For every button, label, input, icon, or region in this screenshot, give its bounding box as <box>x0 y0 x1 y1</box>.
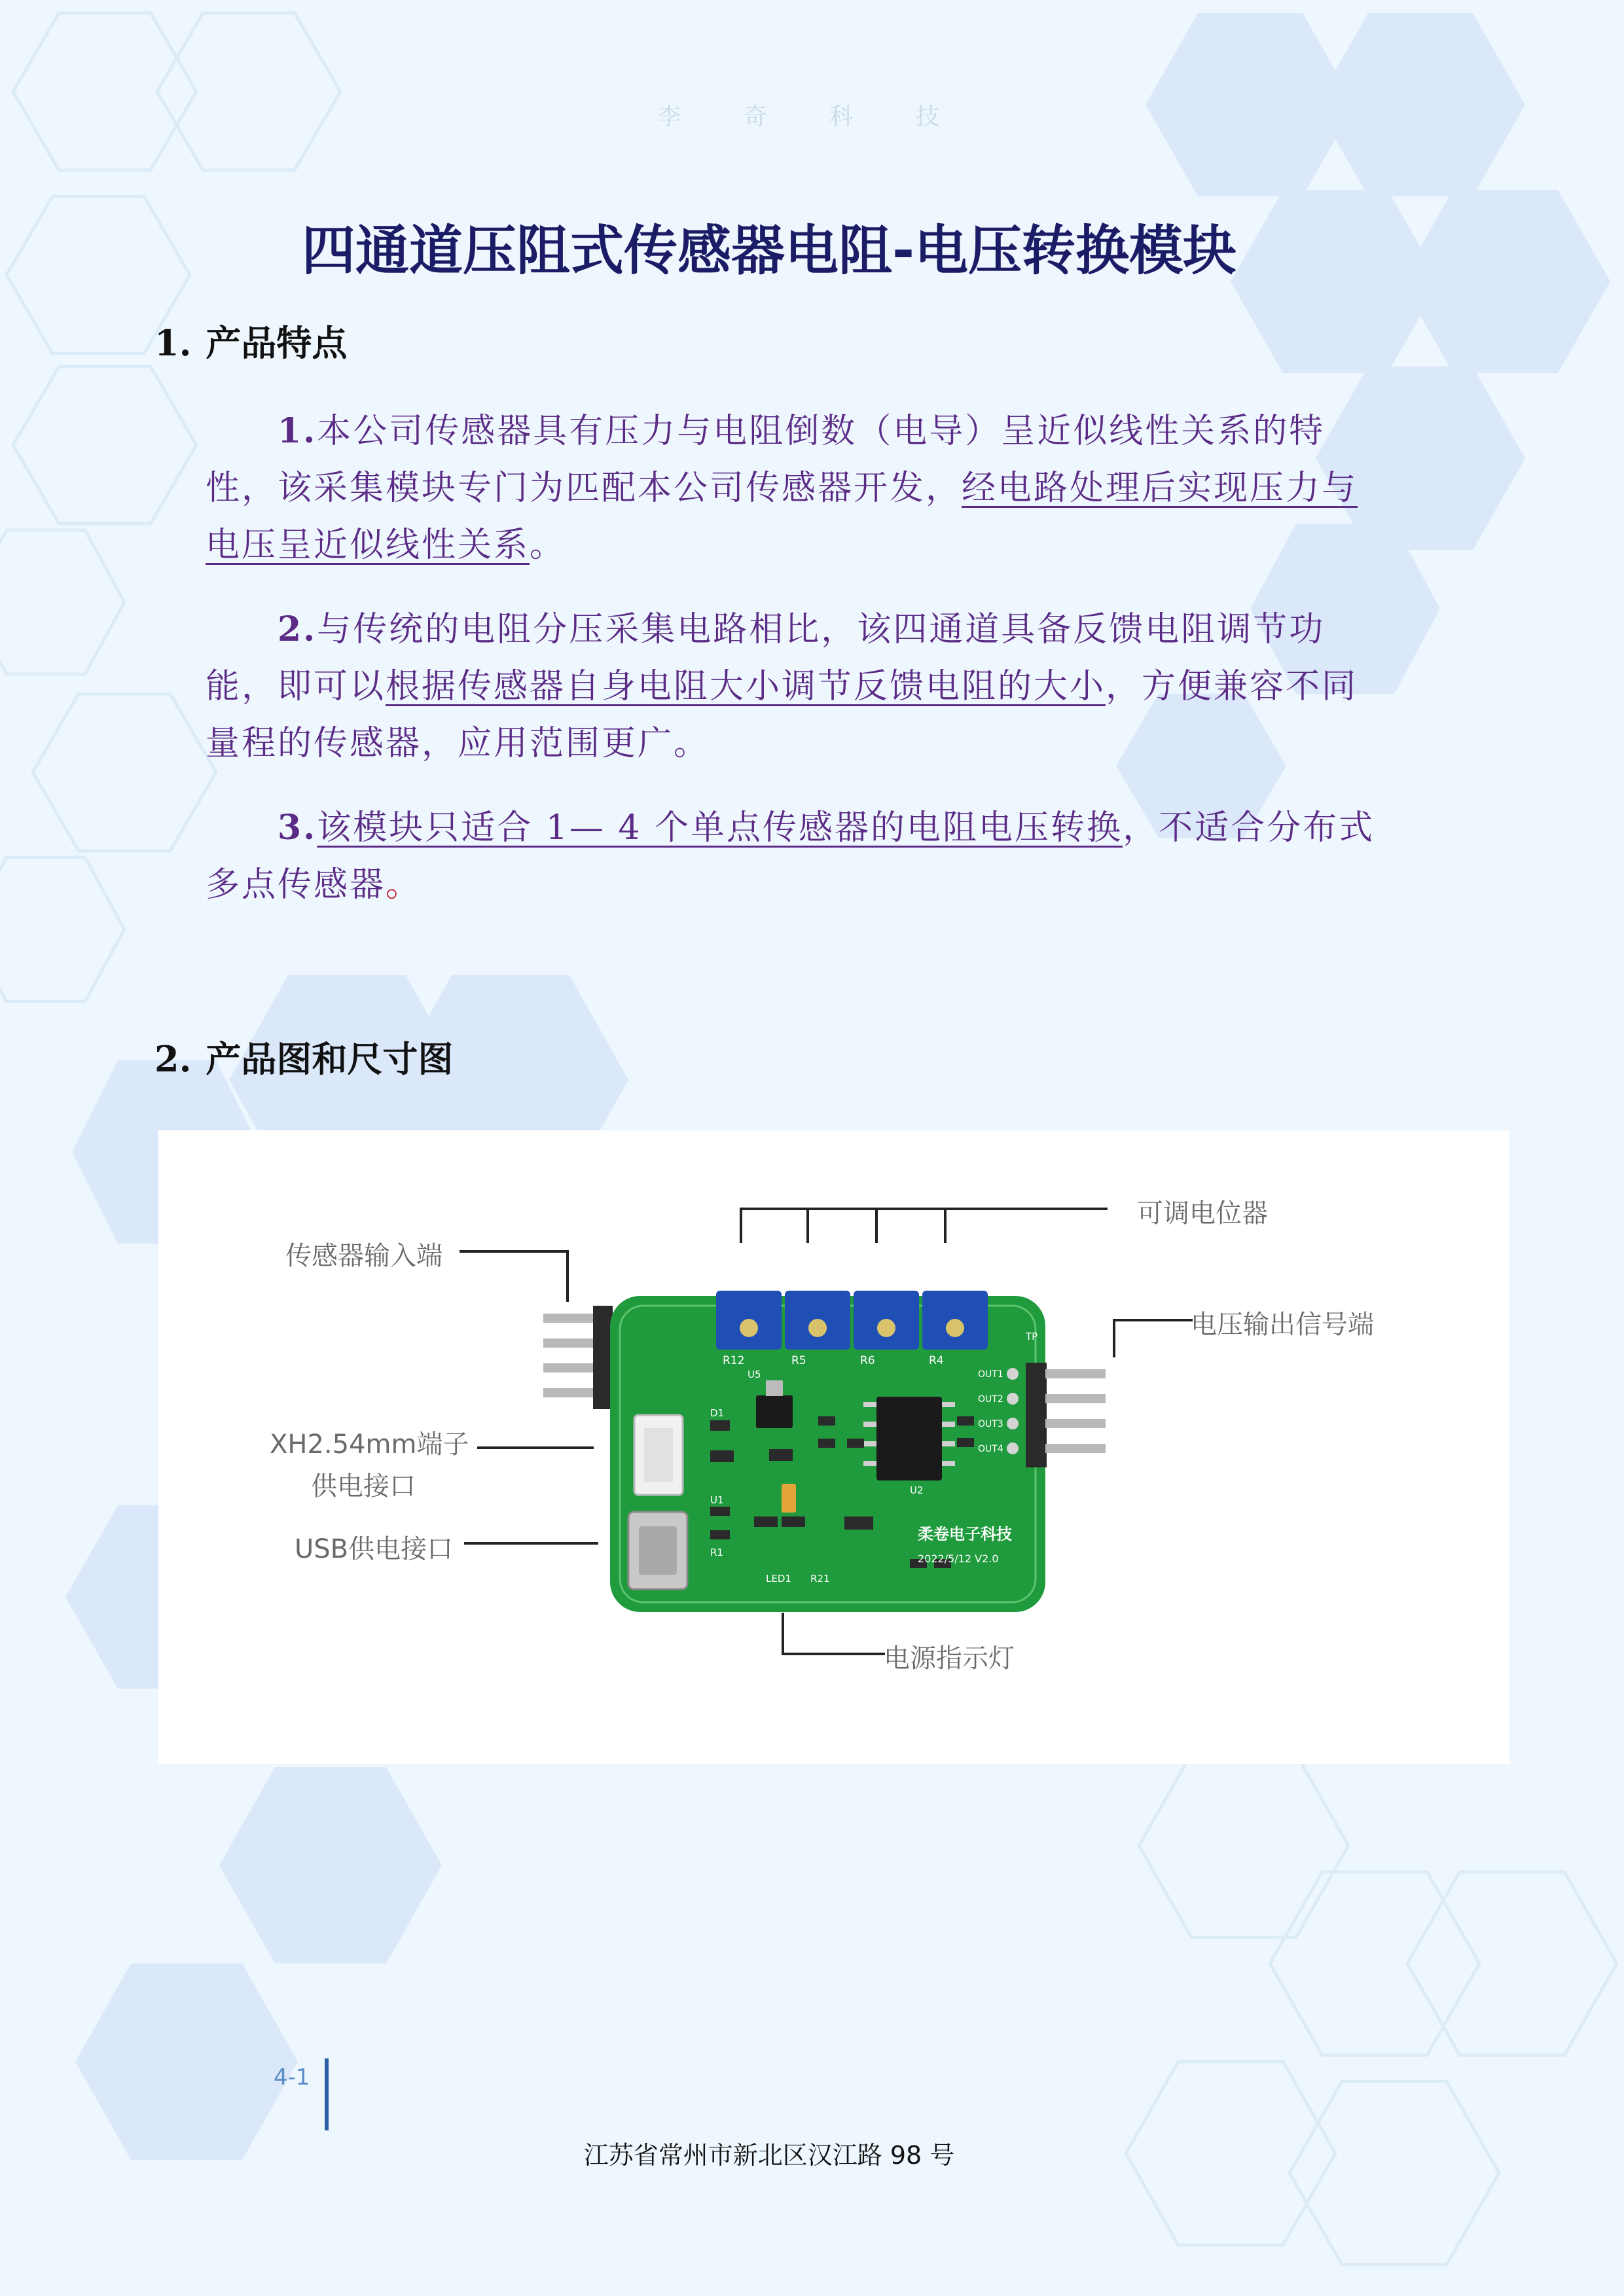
board-ref: LED1 <box>766 1573 791 1585</box>
feature-1-highlight: 经电路处理后实现压力与电压呈近似线性关系 <box>206 469 1358 565</box>
feature-1-end: 。 <box>530 526 566 565</box>
board-brand: 柔卷电子科技 <box>918 1525 1012 1543</box>
out-label: OUT2 <box>978 1394 1003 1405</box>
board-ref: R21 <box>810 1573 830 1585</box>
feature-1-text: 本公司传感器具有压力与电阻倒数（电导）呈近似线性关系的特性，该采集模块专门为匹配本公司传感器开发， <box>206 412 1326 508</box>
feature-3-end: 。 <box>386 865 422 905</box>
feature-2-number: 2. <box>278 609 317 649</box>
feature-2-highlight: 根据传感器自身电阻大小调节反馈电阻的大小 <box>386 667 1106 706</box>
section-2-heading <box>154 1031 453 1082</box>
board-ref: R1 <box>710 1547 723 1558</box>
section-2-title: 产品图和尺寸图 <box>206 1039 454 1080</box>
pot-label: R12 <box>723 1354 745 1367</box>
board-ref: D1 <box>710 1407 725 1419</box>
page-number: 4-1 <box>274 2064 310 2090</box>
feature-paragraph-1 <box>206 403 1377 574</box>
board-ref: U5 <box>748 1369 761 1380</box>
out-label: OUT3 <box>978 1419 1003 1429</box>
feature-2-end: ，方便兼容不同量程的传感器，应用范围更广。 <box>206 667 1358 763</box>
label-xh-power: 供电接口 <box>311 1471 416 1501</box>
label-xh-terminal: XH2.54mm端子 <box>270 1429 469 1460</box>
feature-paragraph-3 <box>206 799 1377 914</box>
page-number-bar <box>325 2058 329 2130</box>
section-1-heading <box>154 315 347 366</box>
label-voltage-output: 电压输出信号端 <box>1191 1310 1374 1340</box>
footer-address: 江苏省常州市新北区汉江路 98 号 <box>583 2141 955 2170</box>
section-1-title: 产品特点 <box>206 323 348 364</box>
pot-label: R5 <box>791 1354 806 1367</box>
board-ref: U2 <box>910 1484 924 1496</box>
board-ref: U1 <box>710 1494 724 1506</box>
board-ref: TP <box>1026 1331 1038 1342</box>
pot-label: R4 <box>929 1354 944 1367</box>
document-title: 四通道压阻式传感器电阻-电压转换模块 <box>301 220 1237 282</box>
product-figure <box>158 1130 1509 1764</box>
feature-paragraph-2 <box>206 601 1377 772</box>
led <box>782 1484 796 1513</box>
feature-3-number: 3. <box>278 808 317 848</box>
feature-3-text: ，不适合分布式多点传感器 <box>206 808 1375 905</box>
label-usb-power: USB供电接口 <box>295 1534 454 1564</box>
label-potentiometer: 可调电位器 <box>1137 1198 1268 1229</box>
input-pin-header <box>543 1306 613 1409</box>
section-2-number: 2. <box>154 1038 192 1080</box>
regulator-chip <box>756 1395 793 1428</box>
section-1-number: 1. <box>154 322 192 364</box>
op-amp-chip <box>876 1397 942 1480</box>
feature-1-number: 1. <box>278 411 317 451</box>
feature-2-text: 与传统的电阻分压采集电路相比，该四通道具备反馈电阻调节功能，即可以 <box>206 610 1326 706</box>
out-label: OUT1 <box>978 1369 1003 1380</box>
out-label: OUT4 <box>978 1444 1003 1454</box>
pot-label: R6 <box>860 1354 875 1367</box>
header-watermark: 李 奇 科 技 <box>657 103 967 130</box>
board-version: 2022/5/12 V2.0 <box>918 1552 999 1565</box>
label-sensor-input: 传感器输入端 <box>285 1241 442 1271</box>
label-power-led: 电源指示灯 <box>884 1643 1015 1674</box>
feature-3-highlight: 该模块只适合 1— 4 个单点传感器的电阻电压转换 <box>317 808 1123 848</box>
